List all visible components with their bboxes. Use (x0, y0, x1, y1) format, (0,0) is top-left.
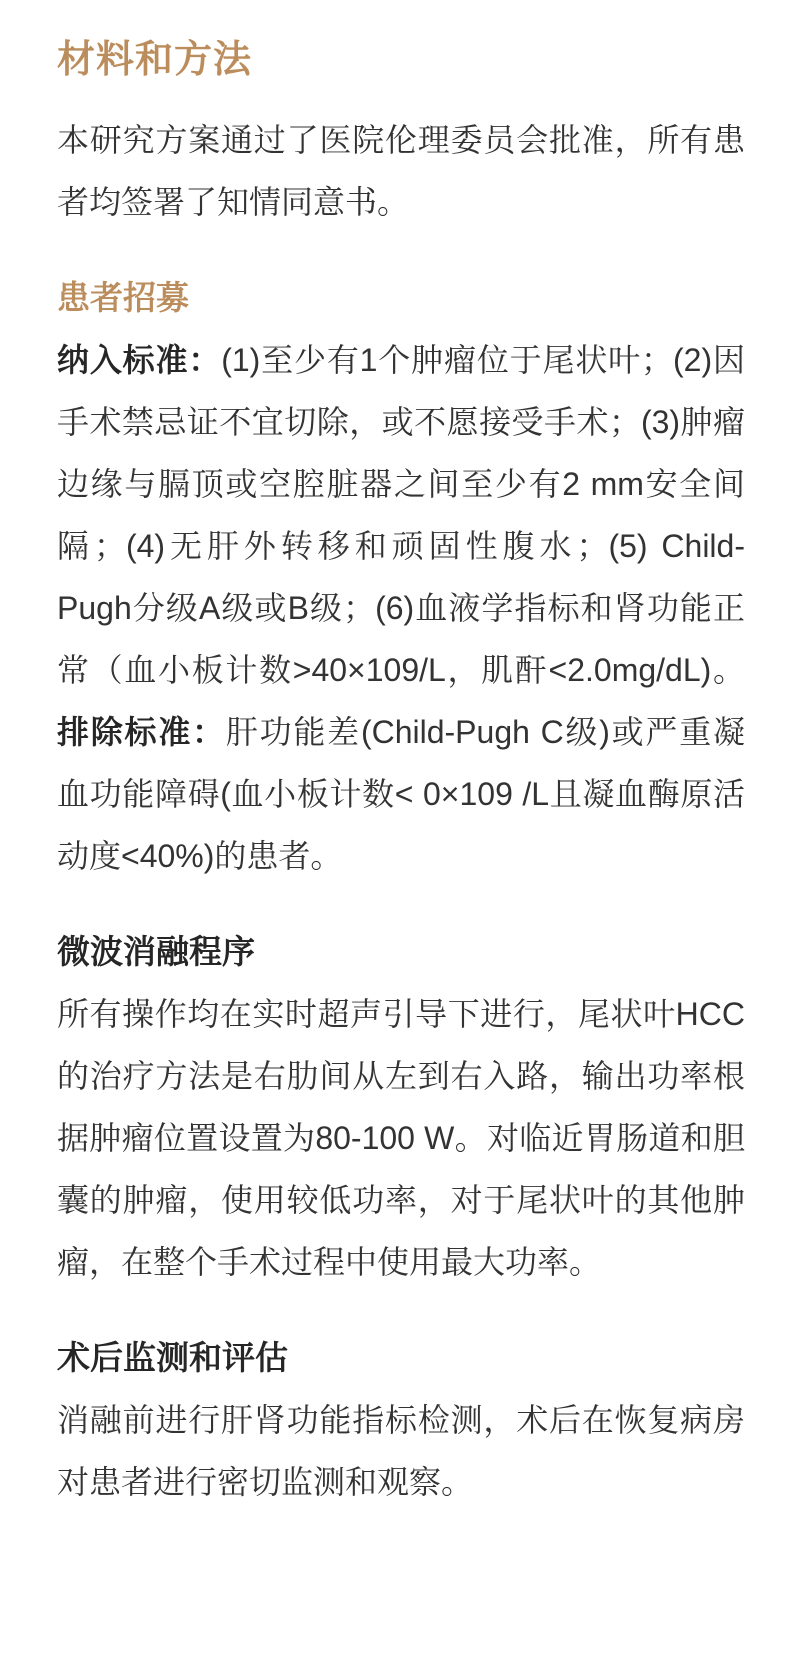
subheading-postop-monitoring: 术后监测和评估 (57, 1339, 288, 1376)
intro-paragraph: 本研究方案通过了医院伦理委员会批准，所有患者均签署了知情同意书。 (57, 122, 745, 220)
exclusion-criteria-text: 肝功能差(Child-Pugh C级)或严重凝血功能障碍(血小板计数< 0×109 /L且凝血酶原活动度<40%)的患者。 (57, 714, 745, 874)
inclusion-criteria-text: (1)至少有1个肿瘤位于尾状叶；(2)因手术禁忌证不宜切除，或不愿接受手术；(3)肿瘤边缘与膈顶或空腔脏器之间至少有2 mm安全间隔；(4)无肝外转移和顽固性腹水；(5) Child-Pugh分级A级或B级；(6)血液学指标和肾功能正常（血小板计数>40×109/L，肌酐<2.0mg/dL)。 (57, 342, 745, 688)
paragraph-criteria (57, 329, 745, 887)
paragraph-mwa-procedure: 所有操作均在实时超声引导下进行，尾状叶HCC的治疗方法是右肋间从左到右入路，输出功率根据肿瘤位置设置为80-100 W。对临近胃肠道和胆囊的肿瘤，使用较低功率，对于尾状叶的其他肿瘤，在整个手术过程中使用最大功率。 (57, 996, 745, 1280)
paragraph-postop-monitoring: 消融前进行肝肾功能指标检测，术后在恢复病房对患者进行密切监测和观察。 (57, 1402, 745, 1500)
subheading-patient-recruitment: 患者招募 (57, 279, 189, 316)
exclusion-criteria-label: 排除标准： (57, 714, 226, 750)
inclusion-criteria-label: 纳入标准： (57, 342, 222, 378)
page-title: 材料和方法 (57, 39, 253, 81)
subheading-mwa-procedure: 微波消融程序 (57, 933, 255, 970)
